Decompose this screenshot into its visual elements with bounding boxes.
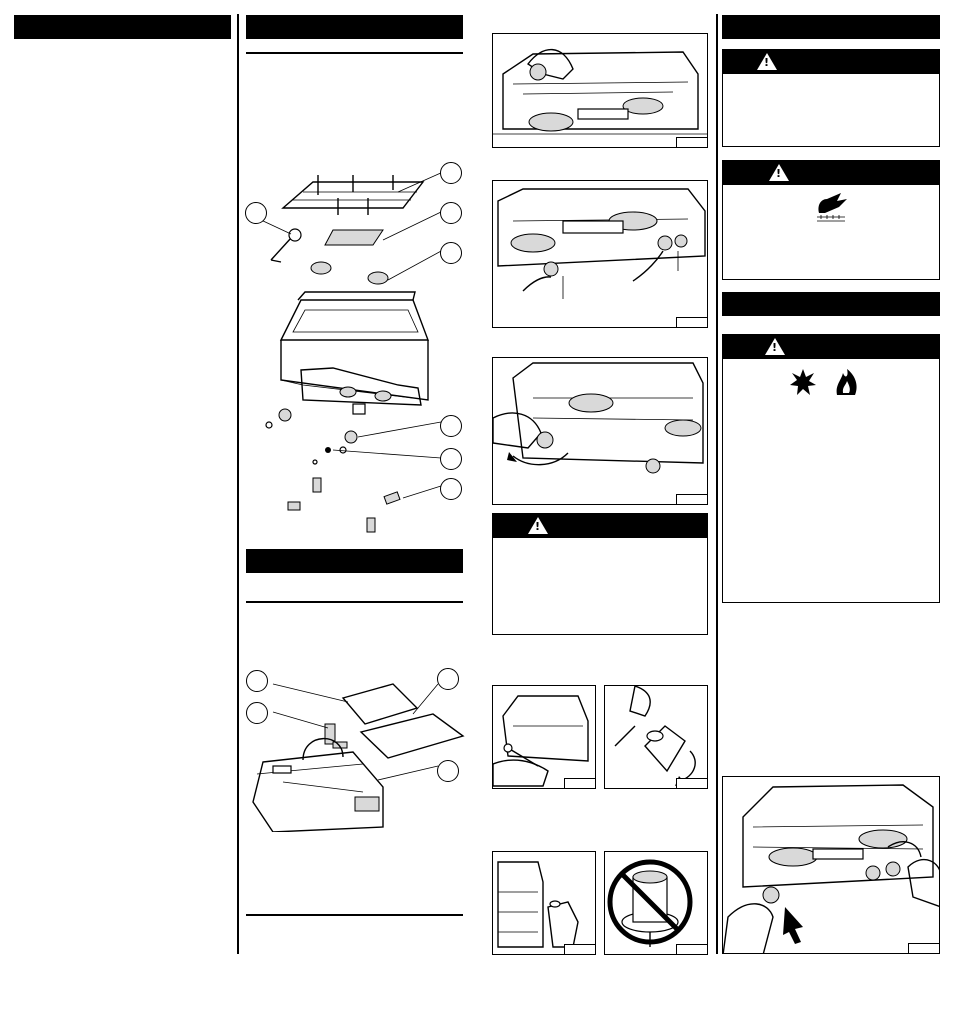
warning-triangle-icon [528, 517, 548, 534]
fire-icon [833, 367, 861, 397]
warning-box-1 [722, 49, 940, 147]
step-figure-cylinder-attach [604, 685, 708, 789]
explosion-icon [789, 367, 817, 397]
figure-tag [676, 494, 707, 504]
callout-circle [440, 242, 462, 264]
warning-triangle-icon [765, 338, 785, 355]
warning-header-bar [723, 161, 939, 185]
hot-surface-icon [811, 191, 851, 227]
column-divider-2 [716, 14, 718, 954]
figure-tag [676, 778, 707, 788]
section-header-bar-top [722, 15, 940, 39]
parts-diagram [243, 160, 467, 545]
callout-circle [440, 162, 462, 184]
callout-circle [440, 202, 462, 224]
figure-tag [908, 943, 939, 953]
figure-tag [676, 317, 707, 327]
parts-header-bar [246, 15, 463, 39]
warning-triangle-icon [757, 53, 777, 70]
accessories-header-bar [246, 549, 463, 573]
callout-circle [245, 202, 267, 224]
warning-header-bar [493, 514, 707, 538]
callout-circle [440, 448, 462, 470]
step-figure-burner-knobs [492, 180, 708, 328]
callout-circle [246, 702, 268, 724]
warning-header-bar [723, 50, 939, 74]
step-figure-cylinder-ready [492, 851, 596, 955]
warning-box-2 [722, 160, 940, 280]
step-figure-insert-regulator [492, 33, 708, 148]
accessories-bottom-rule [246, 914, 463, 916]
step-figure-lighting-stove [722, 776, 940, 954]
accessories-diagram [243, 662, 467, 832]
figure-tag [676, 137, 707, 147]
column-divider-1 [237, 14, 239, 954]
figure-tag [676, 944, 707, 954]
warning-triangle-icon [769, 164, 789, 181]
step-figure-turn-knob [492, 357, 708, 505]
callout-circle [437, 760, 459, 782]
step-figure-no-upright-cylinder [604, 851, 708, 955]
section-header-bar [14, 15, 231, 39]
warning-box-middle [492, 513, 708, 635]
parts-subheader-rule [246, 52, 463, 54]
figure-tag [564, 944, 595, 954]
warning-header-bar [723, 335, 939, 359]
warning-box-3 [722, 334, 940, 603]
callout-circle [440, 415, 462, 437]
callout-circle [246, 670, 268, 692]
callout-circle [440, 478, 462, 500]
callout-circle [437, 668, 459, 690]
figure-tag [564, 778, 595, 788]
step-figure-remove-cap [492, 685, 596, 789]
section-header-bar-mid [722, 292, 940, 316]
accessories-subheader-rule [246, 601, 463, 603]
